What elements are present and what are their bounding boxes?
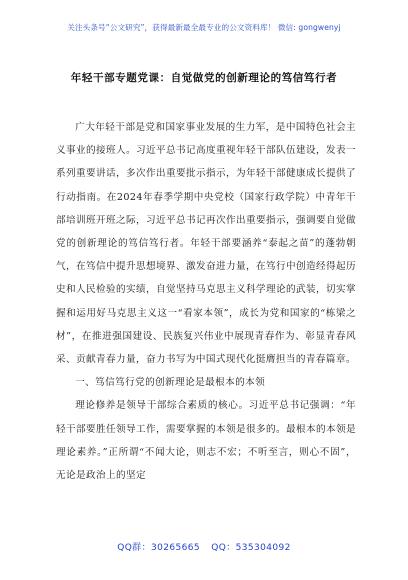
header-banner[interactable]: 关注头条号“公文研究”，获得最新最全最专业的公文资料库！ 微信: gongwenyj	[67, 23, 341, 32]
footer-contact-bar	[0, 540, 408, 553]
section-heading: 一、笃信笃行党的创新理论是最根本的本领	[75, 377, 266, 389]
page-title: 年轻干部专题党课：自觉做党的创新理论的笃信笃行者	[70, 72, 338, 84]
body-paragraph: 理论修养是领导干部综合素质的核心。习近平总书记强调：“年轻干部要胜任领导工作，需要掌握的本领是很多的。最根本的本领是理论素养。”正所谓“不闻大论，则志不宏；不听至言，则心不固”，无论是政治上的坚定	[56, 400, 356, 482]
body-paragraph: 广大年轻干部是党和国家事业发展的生力军，是中国特色社会主义事业的接班人。习近平总书记高度重视年轻干部队伍建设，发表一系列重要讲话，多次作出重要批示指示，为年轻干部健康成长提供了行动指南。在2024年春季学期中央党校（国家行政学院）中青年干部培训班开班之际，习近平总书记再次作出重要指示，强调要自觉做党的创新理论的笃信笃行者。年轻干部要涵养“泰起之苗”的蓬勃朝气，在笃信中提升思想境界、激发奋进力量，在笃行中创造经得起历史和人民检验的实绩，自觉坚持马克思主义科学理论的武装，切实掌握和运用好马克思主义这一“看家本领”，成长为党和国家的“栋梁之材”，在推进强国建设、民族复兴伟业中展现青春作为、彰显青春风采、贡献青春力量，奋力书写为中国式现代化挺膺担当的青春篇章。	[56, 122, 356, 366]
document-body	[56, 116, 356, 487]
footer-qq[interactable]: QQ：535304092	[211, 543, 291, 553]
footer-qq-group[interactable]: QQ群：30265665	[117, 543, 200, 553]
